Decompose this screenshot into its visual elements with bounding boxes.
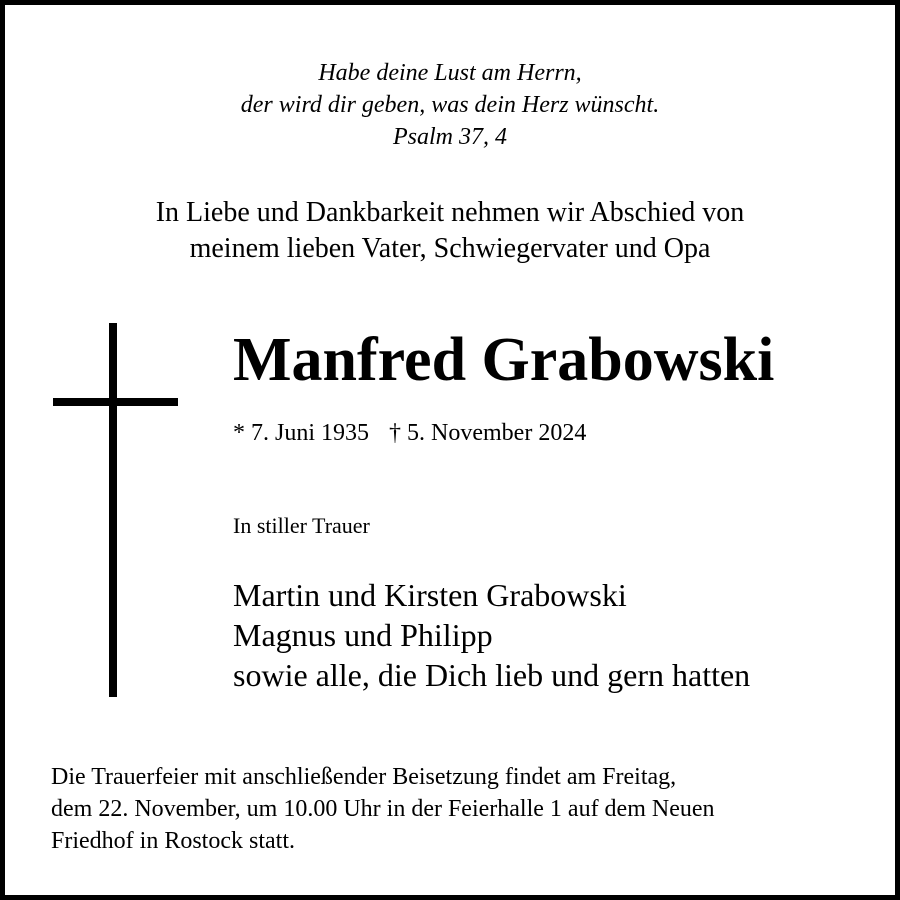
- verse-reference: Psalm 37, 4: [393, 124, 507, 150]
- deceased-name: Manfred Grabowski: [233, 326, 775, 394]
- verse-line: der wird dir geben, was dein Herz wünscht.: [240, 92, 660, 118]
- service-line: Die Trauerfeier mit anschließender Beisetzung findet am Freitag,: [51, 764, 677, 790]
- service-line: Friedhof in Rostock statt.: [51, 828, 295, 854]
- service-line: dem 22. November, um 10.00 Uhr in der Feierhalle 1 auf dem Neuen: [51, 796, 715, 822]
- farewell-intro: [5, 195, 895, 267]
- mourners-list: [233, 575, 750, 695]
- cross-vertical-bar: [109, 323, 117, 697]
- verse-line: Habe deine Lust am Herrn,: [318, 60, 582, 86]
- mourner-line: sowie alle, die Dich lieb und gern hatten: [233, 657, 751, 693]
- life-dates: [233, 418, 586, 448]
- mourner-line: Magnus und Philipp: [233, 617, 493, 653]
- psalm-verse: [5, 57, 895, 153]
- birth-date: * 7. Juni 1935: [233, 420, 370, 446]
- cross-horizontal-bar: [53, 398, 178, 406]
- mourning-label: In stiller Trauer: [233, 513, 370, 538]
- intro-line: In Liebe und Dankbarkeit nehmen wir Abschied von: [155, 197, 745, 228]
- death-date: † 5. November 2024: [389, 420, 587, 446]
- funeral-service-info: [51, 761, 715, 857]
- intro-line: meinem lieben Vater, Schwiegervater und Opa: [189, 233, 711, 264]
- cross-icon: [53, 323, 178, 697]
- mourner-line: Martin und Kirsten Grabowski: [233, 577, 627, 613]
